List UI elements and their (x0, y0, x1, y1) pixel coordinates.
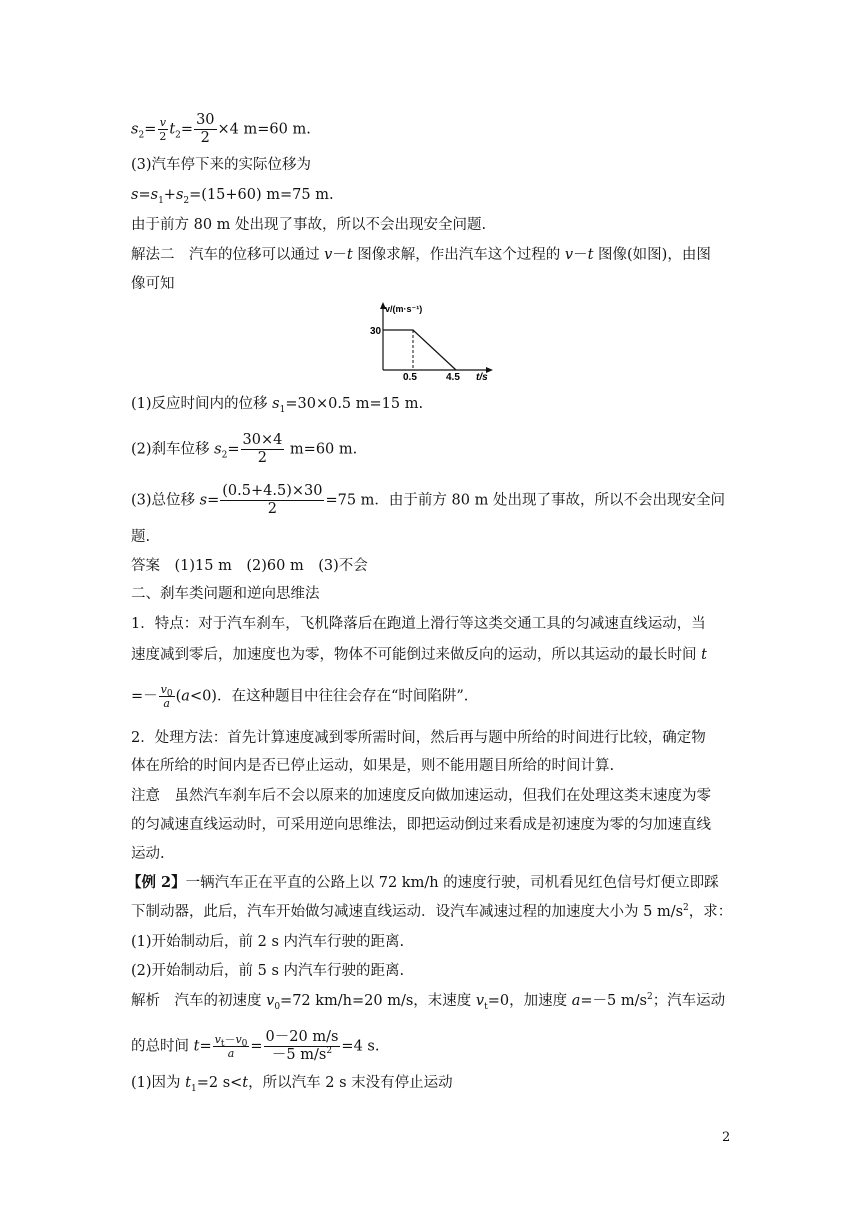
equals: = (199, 1038, 212, 1055)
text: ，求： (688, 904, 733, 920)
fraction-30x4-over-2 (241, 432, 285, 467)
frac-num: 30×4 (242, 432, 283, 448)
var-t: t (701, 647, 707, 663)
fraction-v0-over-a: $\frac{v_0}{a}$ (160, 683, 173, 710)
text: ；汽车运动 (652, 993, 726, 1009)
page-number: 2 (722, 1130, 731, 1145)
superscript: 2 (326, 1046, 333, 1057)
fraction-numeric (264, 1029, 341, 1064)
var-s: s (131, 187, 139, 203)
text: =－ (131, 688, 158, 705)
text: =75 m．由于前方 80 m 处出现了事故，所以不会出现安全问 (325, 492, 725, 509)
frac-num: 30 (196, 112, 215, 128)
equals: = (180, 121, 194, 138)
text: 图像(如图)，由图 (593, 247, 711, 263)
var-a: a (163, 697, 170, 710)
text-line-27: (1)因为 $t_1=2$ s<t，所以汽车 2 s 末没有停止运动 (131, 1075, 453, 1094)
text: =－5 m/s (580, 993, 647, 1009)
var-s: s (131, 121, 139, 138)
text: 解析 汽车的初速度 (131, 993, 267, 1009)
text-line-18: 注意 虽然汽车刹车后不会以原来的加速度反向做加速运动，但我们在处理这类末速度为零 (131, 788, 711, 804)
x-tick-4.5: 4.5 (446, 372, 460, 380)
text: 速度减到零后，加速度也为零，物体不可能倒过来做反向的运动，所以其运动的最长时间 (131, 647, 702, 663)
var-v: v (214, 1033, 221, 1046)
text-line-7: (1)反应时间内的位移 $s_1=30\times 0.5$ m=15 m. (131, 396, 424, 415)
text: 解法二 汽车的位移可以通过 (131, 247, 325, 263)
text-line-16: 2．处理方法：首先计算速度减到零所需时间，然后再与题中所给的时间进行比较，确定物 (131, 730, 706, 746)
text: － (332, 247, 347, 263)
var-t: t (185, 1075, 191, 1091)
text: (3)总位移 (131, 492, 200, 509)
text-line-15 (131, 683, 468, 710)
text-line-14 (131, 645, 707, 665)
question-1: (1)开始制动后，前 2 s 内汽车行驶的距离. (131, 934, 405, 950)
var-t: t (587, 247, 594, 263)
solution-line: 解析 汽车的初速度 $v_0=72$ km/h=20 m/s，末速度 $v_t=0$，加速度 a=－5 $m/s^2$；汽车运动 (131, 992, 726, 1012)
text-line-5 (131, 245, 711, 265)
var-a: a (571, 993, 581, 1009)
equals: = (138, 187, 151, 203)
text: (1)反应时间内的位移 (131, 396, 273, 412)
text: <0)．在这种题目中往往会存在“时间陷阱”. (189, 688, 469, 705)
frac-den: 2 (267, 501, 277, 517)
var-t: t (242, 1075, 249, 1091)
text: (1)因为 (131, 1075, 186, 1091)
var-s1: s (272, 396, 280, 412)
text-line-4: 由于前方 80 m 处出现了事故，所以不会出现安全问题. (131, 217, 487, 233)
example-2-line (127, 873, 719, 893)
text: =72 km/h=20 m/s，末速度 (280, 993, 476, 1009)
frac-num: v (159, 116, 166, 129)
vt-graph (358, 300, 503, 380)
y-axis-label: v/(m·s⁻¹) (385, 304, 423, 314)
fraction-v-over-2 (157, 116, 168, 143)
text: =30×0.5 m=15 m. (285, 396, 424, 412)
text: 一辆汽车正在平直的公路上以 72 km/h 的速度行驶，司机看见红色信号灯便立即踩 (185, 875, 719, 891)
text-line-2: (3)汽车停下来的实际位移为 (131, 157, 312, 173)
equals: = (227, 441, 240, 458)
text: ×4 m=60 m. (217, 121, 311, 138)
text-line-22 (131, 902, 732, 922)
text: =0，加速度 (487, 993, 572, 1009)
velocity-line (383, 330, 456, 370)
equals: = (250, 1038, 263, 1055)
equals: = (144, 121, 157, 138)
x-tick-0.5: 0.5 (403, 372, 417, 380)
text-line-8: (2)刹车位移 $s_2=$ $\frac{30\times 4}{2}$ m=60 m. (131, 432, 358, 466)
text: ，所以汽车 2 s 末没有停止运动 (248, 1075, 453, 1091)
var-a: a (227, 1047, 235, 1060)
frac-den: －5 m/s (271, 1047, 327, 1063)
var-t: t (193, 1038, 200, 1055)
text: =2 s< (196, 1075, 243, 1091)
frac-den: 2 (159, 130, 167, 143)
superscript: 2 (683, 903, 689, 914)
text: 的总时间 (131, 1038, 194, 1055)
frac-num: 0－20 m/s (265, 1029, 339, 1045)
var-v: v (235, 1033, 242, 1046)
text-line-17: 体在所给的时间内是否已停止运动，如果是，则不能用题目所给的时间计算. (131, 758, 615, 774)
minus: － (224, 1033, 236, 1046)
text-line-19: 的匀减速直线运动时，可采用逆向思维法，即把运动倒过来看成是初速度为零的匀加速直线 (131, 817, 711, 833)
superscript: 2 (646, 992, 653, 1003)
text-line-20: 运动. (131, 846, 165, 862)
var-s: s (199, 492, 208, 509)
y-tick-30: 30 (370, 326, 382, 337)
formula-s2: $s_2=$ $\frac{v}{2}$ $t_2=$ $\frac{30}{2}$ ×4 m=60 m. (131, 112, 311, 146)
var-t: t (169, 121, 176, 138)
var-v: v (266, 993, 275, 1009)
formula-s-total: $s=s_1+s_2=(15+60)$ m=75 m. (131, 187, 334, 206)
var-s2: s (214, 441, 222, 458)
example-tag: 【例 2】 (127, 874, 186, 891)
text: － (573, 247, 588, 263)
question-2: (2)开始制动后，前 5 s 内汽车行驶的距离. (131, 963, 405, 979)
var-v: v (324, 247, 333, 263)
text-line-10: 题. (131, 529, 151, 545)
text: m=60 m. (285, 441, 358, 458)
text-line-13: 1．特点：对于汽车刹车，飞机降落后在跑道上滑行等这类交通工具的匀减速直线运动，当 (131, 616, 706, 632)
text: 图像求解，作出汽车这个过程的 (352, 247, 565, 263)
text: ( (175, 688, 182, 705)
text: 下制动器，此后，汽车开始做匀减速直线运动．设汽车减速过程的加速度大小为 5 m/s (131, 904, 684, 920)
fraction-30-over-2 (194, 112, 216, 147)
total-time-line (131, 1029, 379, 1064)
x-axis-label: t/s (476, 372, 488, 380)
var-s2: s (175, 187, 184, 203)
text: (2)刹车位移 (131, 441, 215, 458)
plus: + (163, 187, 176, 203)
text-line-9 (131, 483, 725, 518)
equals: = (207, 492, 220, 509)
frac-den: 2 (257, 450, 268, 466)
text: =4 s. (341, 1038, 380, 1055)
text-line-6: 像可知 (131, 276, 175, 292)
text: =(15+60) m=75 m. (189, 187, 334, 203)
answer-line: 答案 (1)15 m (2)60 m (3)不会 (131, 558, 368, 574)
section-heading: 二、刹车类问题和逆向思维法 (131, 586, 320, 602)
frac-den: 2 (200, 130, 210, 146)
var-v: v (475, 993, 485, 1009)
fraction-total (220, 483, 324, 518)
var-s1: s (150, 187, 159, 203)
var-t: t (346, 247, 353, 263)
var-v: v (564, 247, 574, 263)
fraction-vt-v0-over-a: $\frac{v_t-v_0}{a}$ (214, 1033, 248, 1060)
frac-num: (0.5+4.5)×30 (222, 483, 323, 499)
var-v: v (160, 683, 167, 696)
var-a: a (181, 688, 190, 705)
